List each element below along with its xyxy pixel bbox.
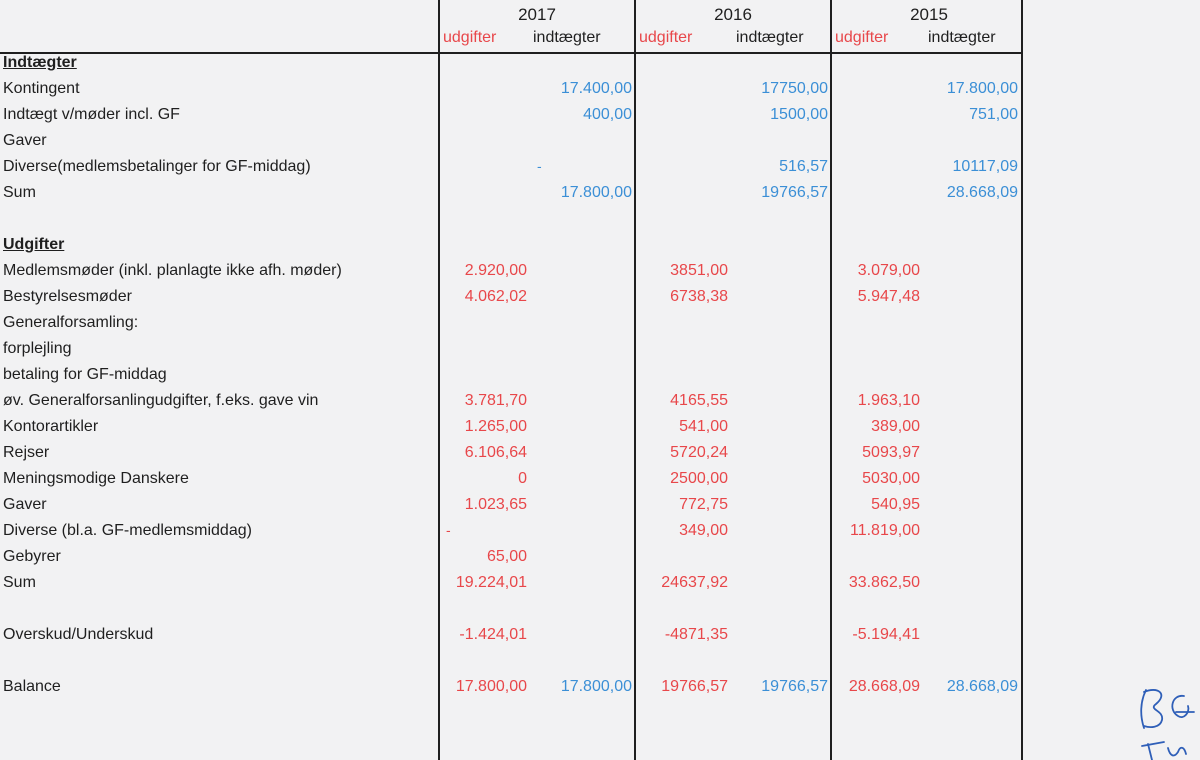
expense-value-2015: 5.947,48 [857,288,920,305]
income-value-2016: 17750,00 [761,80,828,97]
expense-value-2015: 3.079,00 [857,262,920,279]
row-label: Rejser [3,444,50,461]
table-row [0,288,1022,314]
result-value-2015: -5.194,41 [852,626,920,643]
table-row [0,678,1022,704]
expense-section-title: Udgifter [3,236,65,253]
row-label: Bestyrelsesmøder [3,288,132,305]
income-sum-2016: 19766,57 [761,184,828,201]
income-sum-2017: 17.800,00 [560,184,632,201]
income-section-title: Indtægter [3,54,77,71]
table-row [0,470,1022,496]
balance-expense-2015: 28.668,09 [848,678,920,695]
balance-label: Balance [3,678,61,695]
expense-value-2015: 1.963,10 [857,392,920,409]
row-label: Meningsmodige Danskere [3,470,189,487]
row-label: Diverse (bl.a. GF-medlemsmiddag) [3,522,252,539]
row-label: Kontorartikler [3,418,99,435]
row-label: Diverse(medlemsbetalinger for GF-middag) [3,158,311,175]
expense-value-2017: 1.023,65 [464,496,527,513]
expense-value-2017: 3.781,70 [464,392,527,409]
row-label: Kontingent [3,80,80,97]
expense-value-2017: 6.106,64 [464,444,527,461]
expense-value-2016: 772,75 [679,496,728,513]
income-column-header: indtægter [533,29,601,46]
expense-value-2016: 2500,00 [670,470,728,487]
year-header-2015: 2015 [910,5,948,24]
result-value-2017: -1.424,01 [459,626,527,643]
row-label: betaling for GF-middag [3,366,167,383]
result-label: Overskud/Underskud [3,626,154,643]
income-value-2017: - [537,158,542,174]
table-row [0,314,1022,340]
expense-value-2017: 0 [518,470,527,487]
table-row [0,366,1022,392]
row-label: Indtægt v/møder incl. GF [3,106,180,123]
income-value-2015: 751,00 [969,106,1018,123]
table-row [0,522,1022,548]
table-row [0,496,1022,522]
expense-value-2017: 2.920,00 [464,262,527,279]
expense-value-2017: 65,00 [486,548,527,565]
year-header-2017: 2017 [518,5,556,24]
expense-sum-2017: 19.224,01 [455,574,527,591]
expense-value-2015: 5093,97 [862,444,920,461]
income-value-2015: 10117,09 [952,158,1018,175]
table-row [0,262,1022,288]
income-value-2016: 1500,00 [770,106,828,123]
expense-value-2015: 11.819,00 [850,522,920,539]
expense-value-2017: 1.265,00 [464,418,527,435]
row-label: Sum [3,574,36,591]
income-sum-2015: 28.668,09 [946,184,1018,201]
expense-column-header: udgifter [443,29,497,46]
row-label: Medlemsmøder (inkl. planlagte ikke afh. møder) [3,262,342,279]
table-row [0,106,1022,132]
balance-expense-2017: 17.800,00 [455,678,527,695]
handwritten-initials-signature [1118,682,1200,760]
table-row [0,340,1022,366]
expense-value-2017: 4.062,02 [464,288,527,305]
section-heading-row [0,54,1022,80]
table-row [0,392,1022,418]
row-label: Generalforsamling: [3,314,139,331]
income-value-2015: 17.800,00 [946,80,1018,97]
expense-value-2016: 3851,00 [670,262,728,279]
table-row [0,548,1022,574]
expense-value-2016: 6738,38 [670,288,728,305]
expense-value-2016: 541,00 [679,418,728,435]
section-heading-row [0,236,1022,262]
table-row [0,418,1022,444]
row-label: Gaver [3,132,47,149]
row-label: øv. Generalforsanlingudgifter, f.eks. gave vin [3,392,319,409]
expense-column-header: udgifter [835,29,889,46]
row-label: forplejling [3,340,72,357]
row-label: Sum [3,184,36,201]
row-label: Gaver [3,496,47,513]
expense-value-2015: 5030,00 [862,470,920,487]
table-row [0,626,1022,652]
income-column-header: indtægter [928,29,996,46]
table-row [0,444,1022,470]
income-value-2017: 17.400,00 [560,80,632,97]
expense-sum-2016: 24637,92 [661,574,728,591]
balance-income-2016: 19766,57 [761,678,828,695]
income-value-2017: 400,00 [583,106,632,123]
expense-value-2015: 540,95 [871,496,920,513]
expense-value-2016: 349,00 [679,522,728,539]
balance-income-2017: 17.800,00 [560,678,632,695]
expense-sum-2015: 33.862,50 [848,574,920,591]
table-row [0,80,1022,106]
balance-expense-2016: 19766,57 [661,678,728,695]
table-row [0,574,1022,600]
table-row [0,184,1022,210]
table-row [0,158,1022,184]
result-value-2016: -4871,35 [664,626,728,643]
row-label: Gebyrer [3,548,61,565]
year-header-2016: 2016 [714,5,752,24]
expense-value-2017: - [446,522,451,538]
balance-income-2015: 28.668,09 [946,678,1018,695]
expense-value-2016: 4165,55 [670,392,728,409]
table-row [0,132,1022,158]
expense-column-header: udgifter [639,29,693,46]
expense-value-2015: 389,00 [871,418,920,435]
income-value-2016: 516,57 [779,158,828,175]
income-column-header: indtægter [736,29,804,46]
expense-value-2016: 5720,24 [670,444,728,461]
